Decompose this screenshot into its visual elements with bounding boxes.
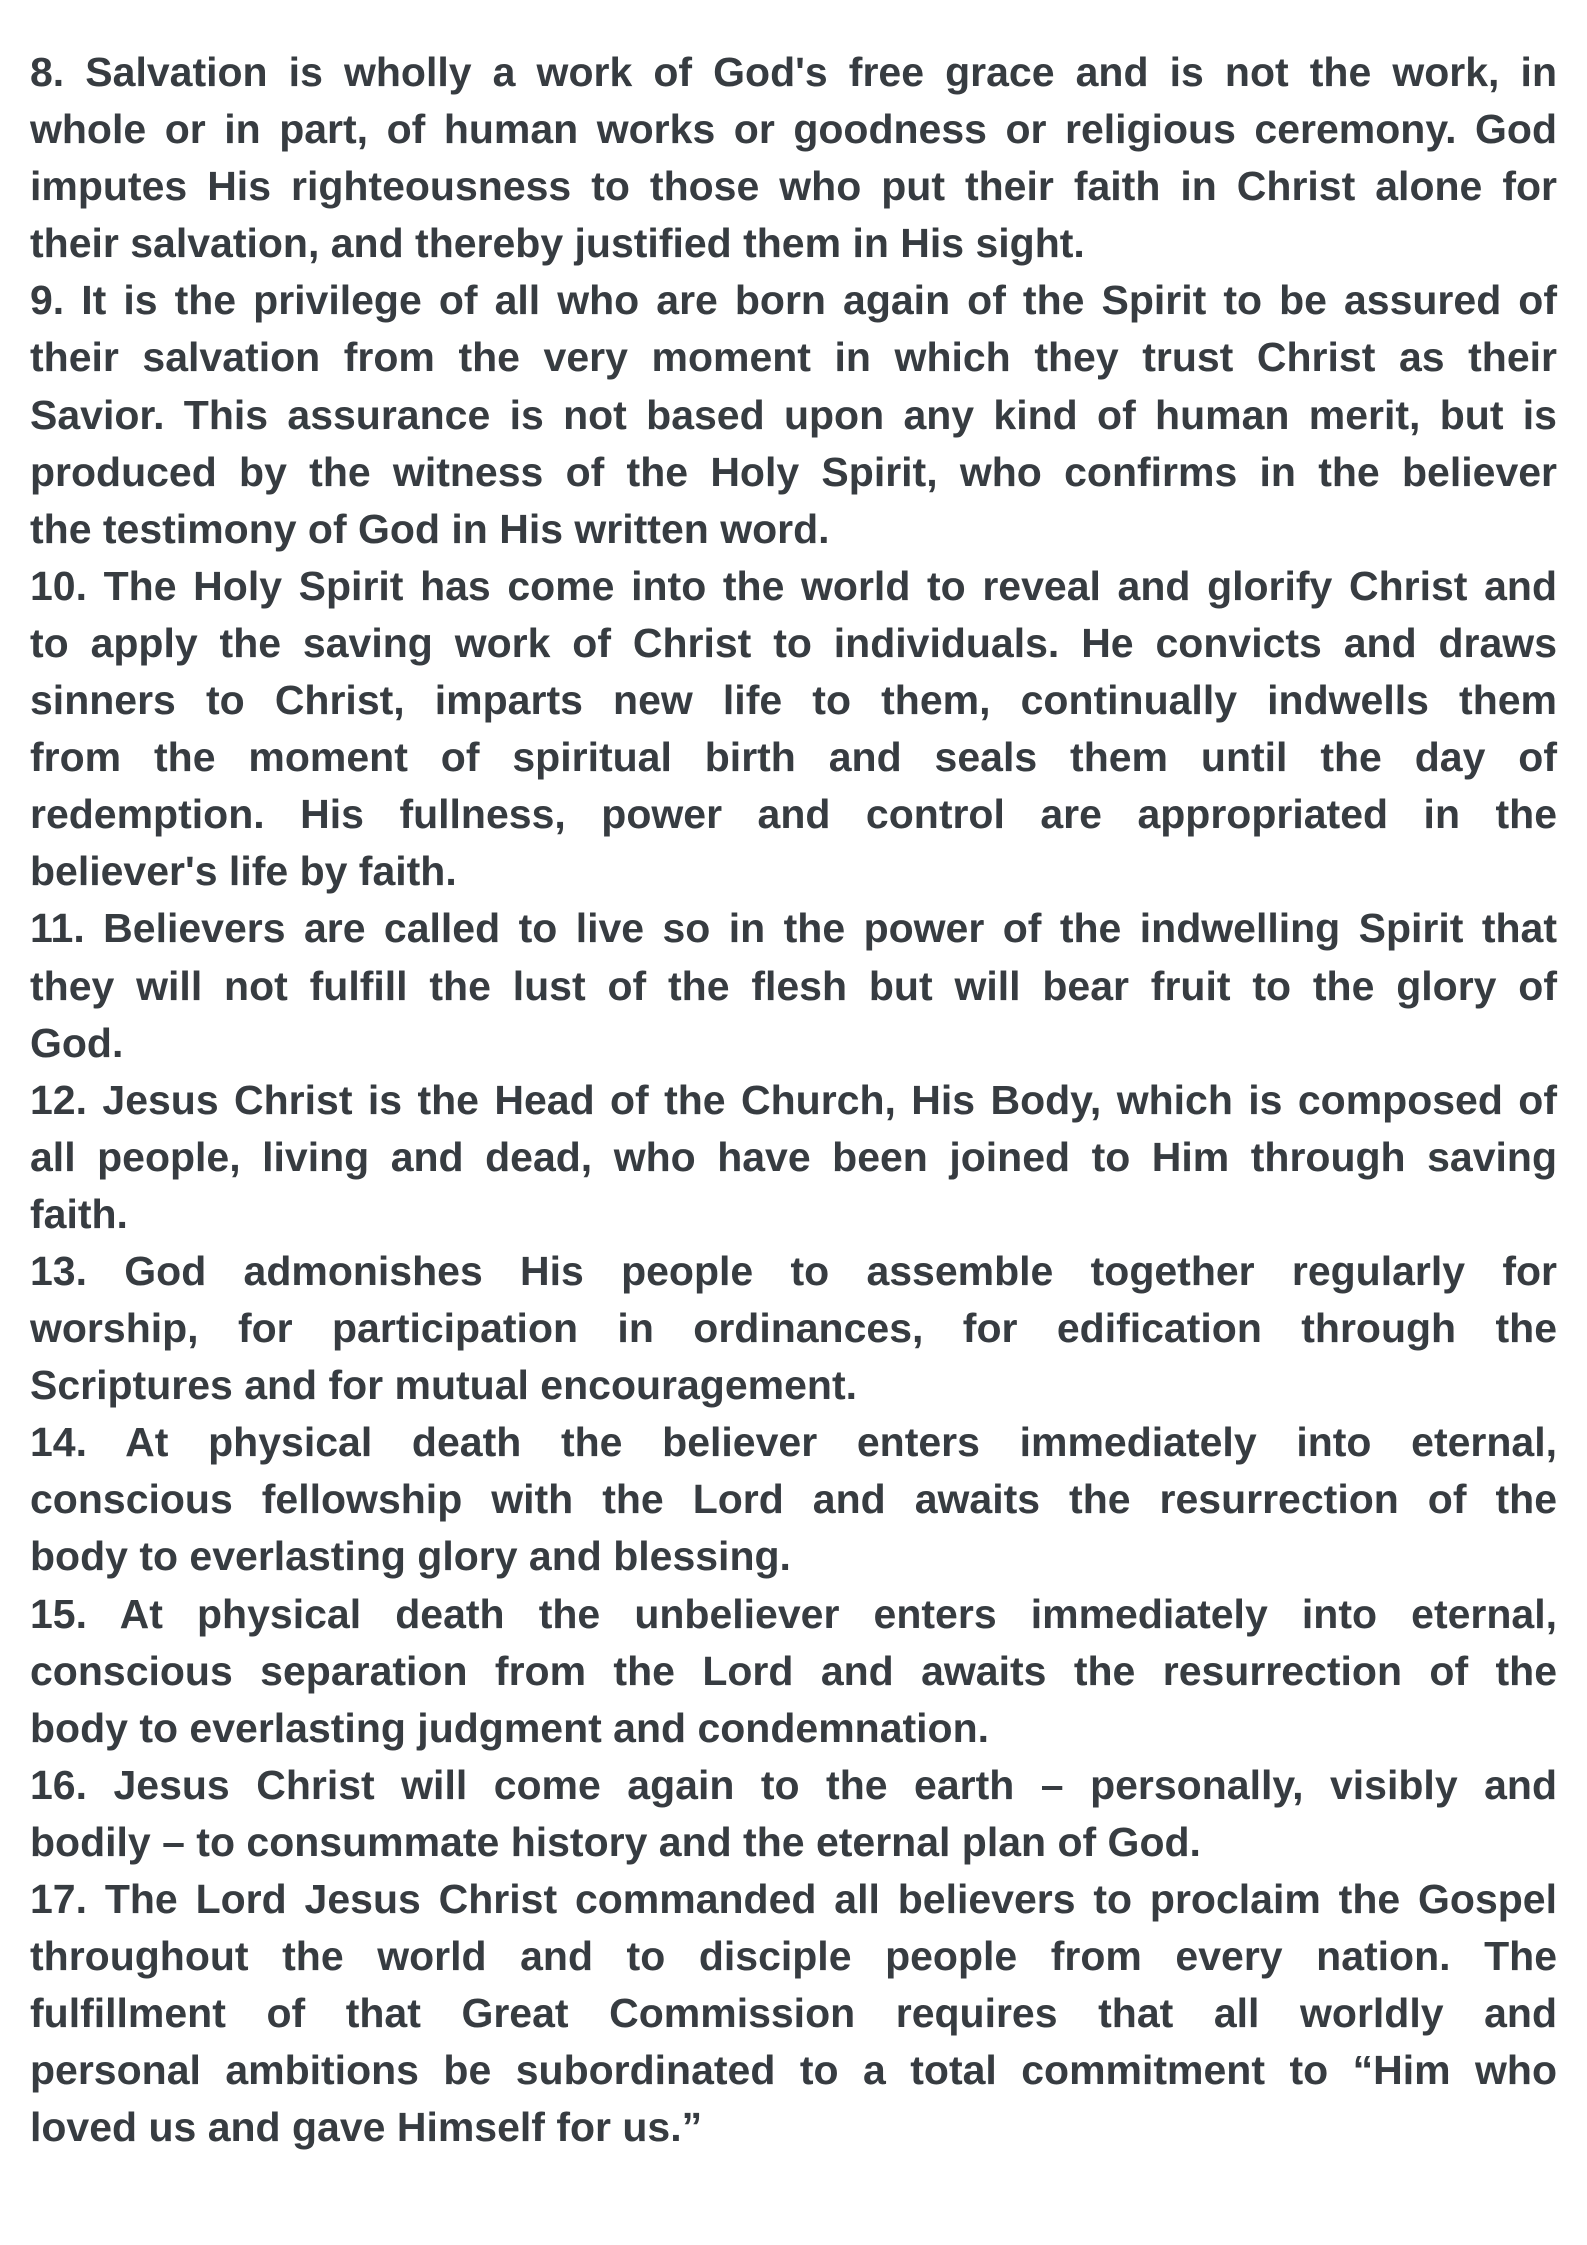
text-line: loved us and gave Himself for us.” <box>30 2104 703 2151</box>
text-line: conscious fellowship with the Lord and awaits the resurrection of the <box>30 1476 1557 1523</box>
text-line: Scriptures and for mutual encouragement. <box>30 1362 857 1409</box>
text-line: 11. Believers are called to live so in the power of the indwelling Spirit that <box>30 905 1557 952</box>
text-line: body to everlasting judgment and condemnation. <box>30 1704 990 1751</box>
doctrine-item-17 <box>30 1871 1557 2156</box>
doctrine-item-13 <box>30 1243 1557 1414</box>
text-line: they will not fulfill the lust of the flesh but will bear fruit to the glory of <box>30 962 1557 1009</box>
text-line: 15. At physical death the unbeliever enters immediately into eternal, <box>30 1590 1557 1637</box>
text-line: sinners to Christ, imparts new life to them, continually indwells them <box>30 677 1557 724</box>
text-line: the testimony of God in His written word. <box>30 505 830 552</box>
text-line: from the moment of spiritual birth and seals them until the day of <box>30 734 1557 781</box>
text-line: believer's life by faith. <box>30 848 457 895</box>
text-line: to apply the saving work of Christ to individuals. He convicts and draws <box>30 619 1557 666</box>
text-line: God. <box>30 1019 124 1066</box>
text-line: all people, living and dead, who have been joined to Him through saving <box>30 1133 1557 1180</box>
statement-of-faith-document <box>30 44 1557 2156</box>
text-line: their salvation from the very moment in which they trust Christ as their <box>30 334 1557 381</box>
text-line: fulfillment of that Great Commission requires that all worldly and <box>30 1990 1557 2037</box>
text-line: Savior. This assurance is not based upon any kind of human merit, but is <box>30 391 1557 438</box>
text-line: worship, for participation in ordinances, for edification through the <box>30 1305 1557 1352</box>
text-line: 16. Jesus Christ will come again to the earth – personally, visibly and <box>30 1761 1557 1808</box>
text-line: redemption. His fullness, power and control are appropriated in the <box>30 791 1557 838</box>
doctrine-item-10 <box>30 558 1557 901</box>
doctrine-item-16 <box>30 1757 1557 1871</box>
text-line: whole or in part, of human works or goodness or religious ceremony. God <box>30 106 1557 153</box>
text-line: 10. The Holy Spirit has come into the world to reveal and glorify Christ and <box>30 562 1557 609</box>
doctrine-item-12 <box>30 1072 1557 1243</box>
doctrine-item-11 <box>30 900 1557 1071</box>
text-line: 13. God admonishes His people to assemble together regularly for <box>30 1247 1557 1294</box>
text-line: personal ambitions be subordinated to a total commitment to “Him who <box>30 2047 1557 2094</box>
text-line: produced by the witness of the Holy Spirit, who confirms in the believer <box>30 448 1557 495</box>
text-line: 14. At physical death the believer enters immediately into eternal, <box>30 1419 1557 1466</box>
text-line: imputes His righteousness to those who put their faith in Christ alone for <box>30 163 1557 210</box>
text-line: conscious separation from the Lord and awaits the resurrection of the <box>30 1647 1557 1694</box>
text-line: their salvation, and thereby justified them in His sight. <box>30 220 1085 267</box>
text-line: 9. It is the privilege of all who are born again of the Spirit to be assured of <box>30 277 1557 324</box>
text-line: body to everlasting glory and blessing. <box>30 1533 791 1580</box>
text-line: 17. The Lord Jesus Christ commanded all believers to proclaim the Gospel <box>30 1876 1557 1922</box>
text-line: bodily – to consummate history and the eternal plan of God. <box>30 1818 1201 1865</box>
text-line: 8. Salvation is wholly a work of God's free grace and is not the work, in <box>30 49 1557 95</box>
doctrine-item-14 <box>30 1414 1557 1585</box>
doctrine-item-15 <box>30 1586 1557 1757</box>
text-line: 12. Jesus Christ is the Head of the Church, His Body, which is composed of <box>30 1076 1557 1123</box>
text-line: faith. <box>30 1190 128 1237</box>
text-line: throughout the world and to disciple people from every nation. The <box>30 1933 1557 1980</box>
doctrine-item-9 <box>30 272 1557 557</box>
doctrine-item-8 <box>30 44 1557 272</box>
